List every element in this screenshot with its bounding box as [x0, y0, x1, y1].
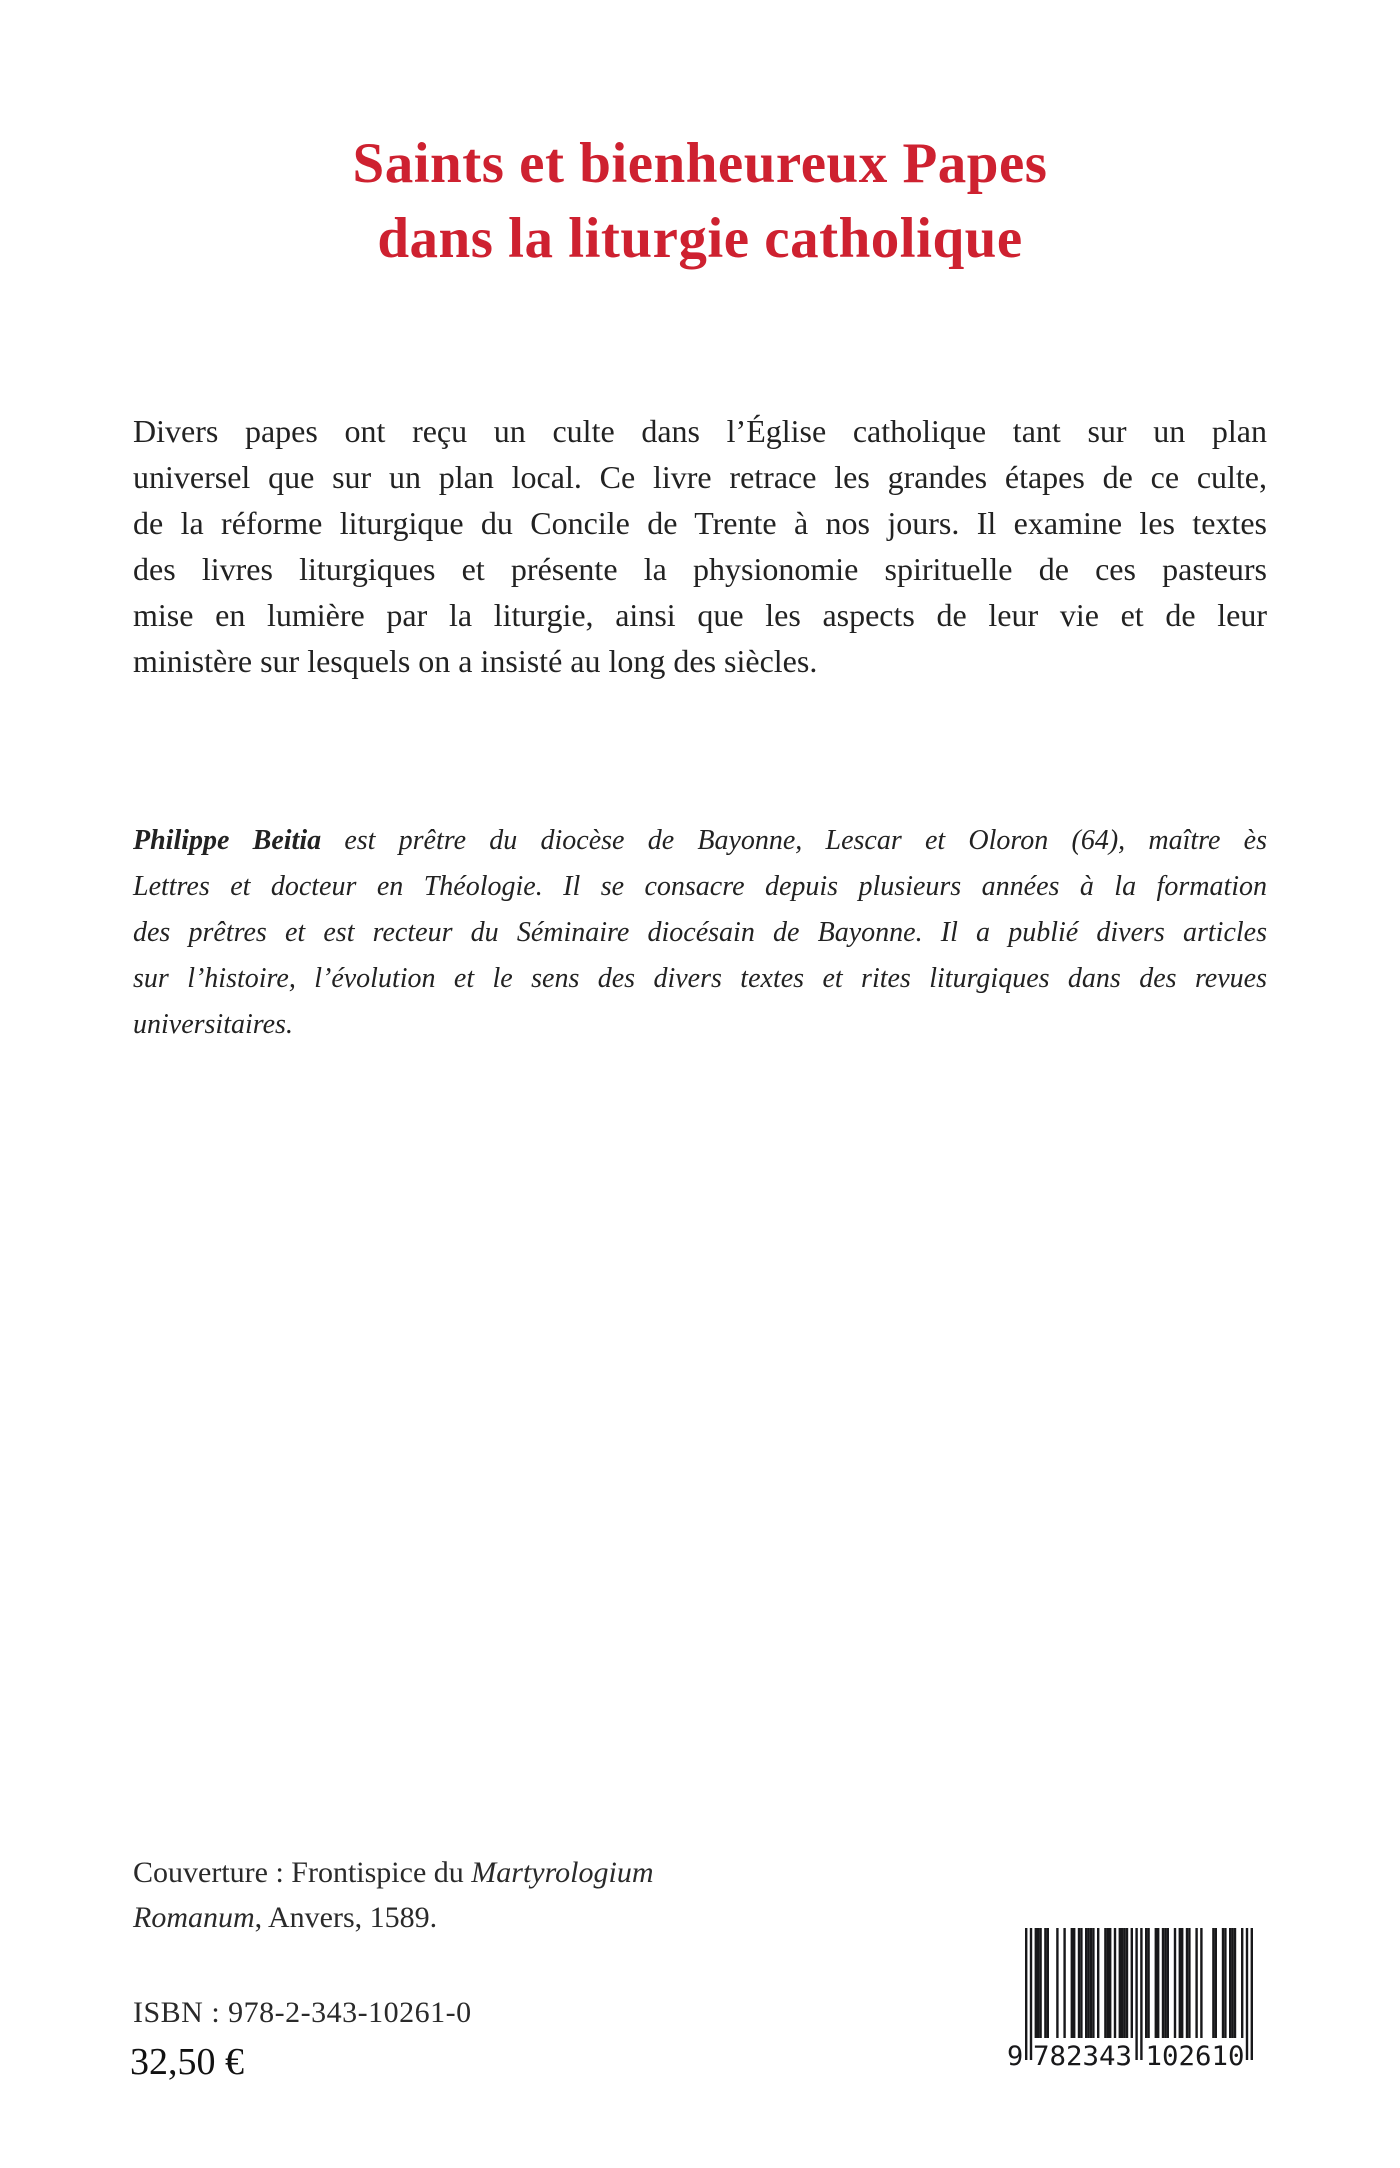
text-line: Lettres et docteur en Théologie. Il se consacre depuis plusieurs années à la formation: [133, 871, 1267, 902]
text-line: universel que sur un plan local. Ce livre retrace les grandes étapes de ce culte,: [133, 459, 1267, 495]
title-line-2: dans la liturgie catholique: [377, 207, 1023, 270]
barcode-digits: 782343: [1033, 2041, 1132, 2070]
description-paragraph: [133, 408, 1267, 684]
text-line: sur l’histoire, l’évolution et le sens des divers textes et rites liturgiques dans des revues: [133, 963, 1267, 994]
author-name: Philippe Beitia: [133, 825, 322, 856]
credit-work-title-part1: Martyrologium: [471, 1856, 654, 1889]
bio-line-1: [133, 818, 1267, 864]
credit-work-title-part2: Romanum: [133, 1901, 255, 1934]
title-line-1: Saints et bienheureux Papes: [352, 132, 1048, 195]
text-line: des prêtres et est recteur du Séminaire diocésain de Bayonne. Il a publié divers articles: [133, 917, 1267, 948]
text-line: de la réforme liturgique du Concile de Trente à nos jours. Il examine les textes: [133, 505, 1267, 541]
book-title: [0, 126, 1400, 276]
barcode: [1005, 1928, 1261, 2070]
isbn: ISBN : 978-2-343-10261-0: [133, 1996, 472, 2029]
credit-line-2-text: , Anvers, 1589.: [254, 1901, 438, 1934]
credit-line-1-text: Couverture : Frontispice du: [133, 1856, 472, 1889]
barcode-digits: 9: [1007, 2041, 1024, 2070]
barcode-digits: 102610: [1145, 2041, 1245, 2070]
text-line: des livres liturgiques et présente la physionomie spirituelle de ces pasteurs: [133, 551, 1267, 587]
text-line: Divers papes ont reçu un culte dans l’Église catholique tant sur un plan: [133, 413, 1267, 449]
text-line: mise en lumière par la liturgie, ainsi que les aspects de leur vie et de leur: [133, 597, 1267, 633]
bio-line-1-rest: est prêtre du diocèse de Bayonne, Lescar et Oloron (64), maître ès: [321, 825, 1267, 856]
credit-line-1: [133, 1850, 654, 1895]
credit-line-2: [133, 1895, 654, 1940]
bio-lines: [133, 864, 1267, 1048]
barcode-svg: [1005, 1928, 1261, 2070]
price: 32,50 €: [130, 2041, 244, 2083]
cover-credit: [133, 1850, 654, 1940]
author-bio: [133, 818, 1267, 1048]
text-line: universitaires.: [133, 1009, 293, 1040]
text-line: ministère sur lesquels on a insisté au long des siècles.: [133, 643, 818, 679]
